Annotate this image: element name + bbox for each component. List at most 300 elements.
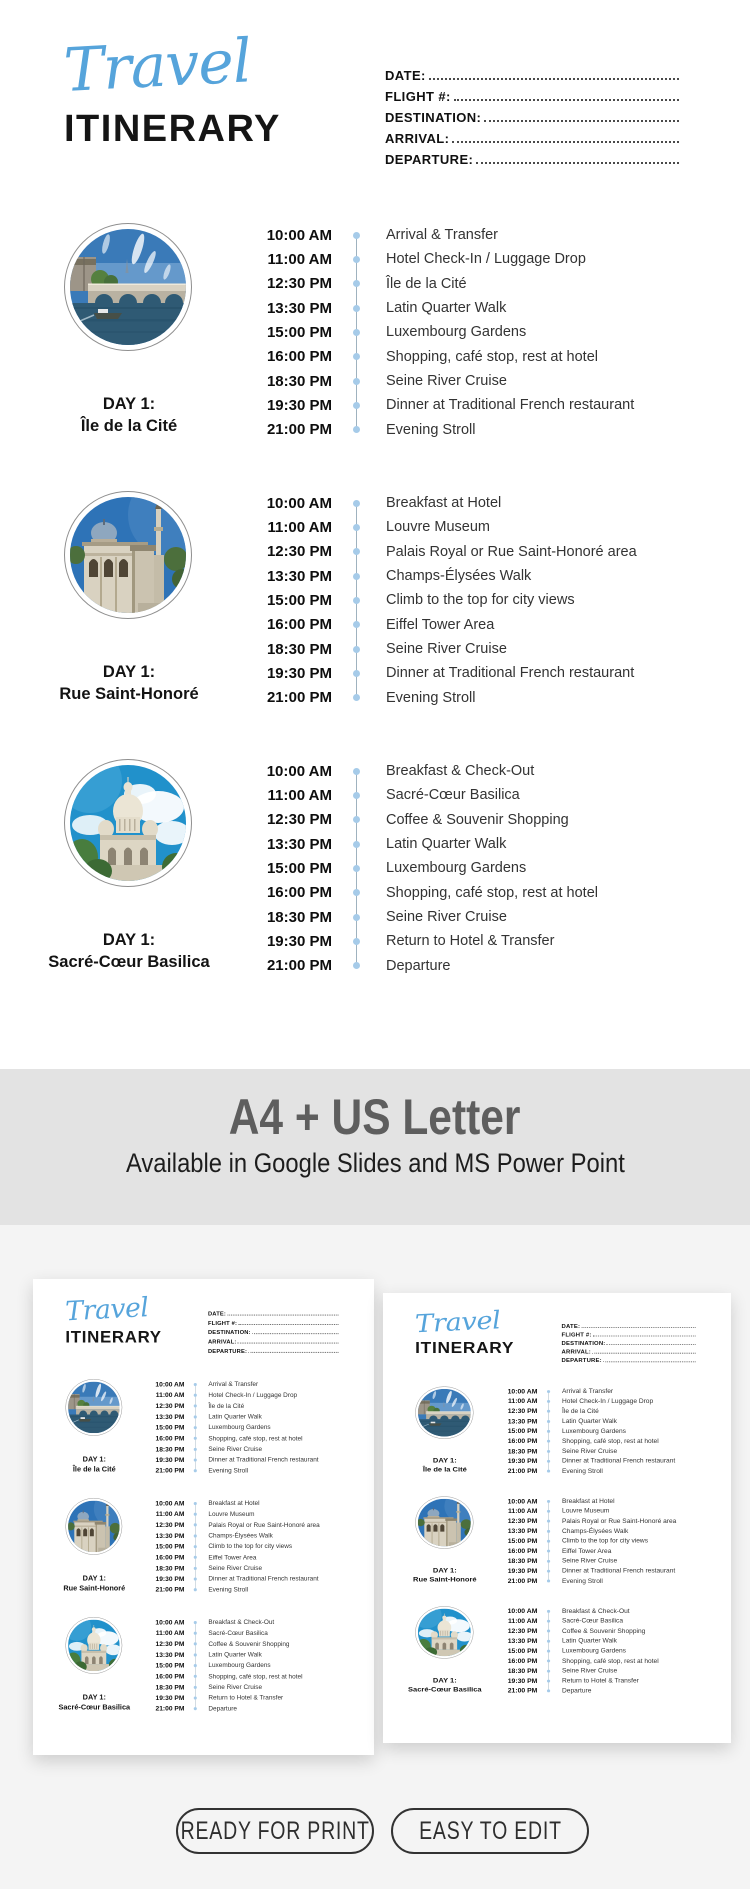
timeline-activity: Breakfast at Hotel — [562, 1498, 615, 1505]
timeline-dot-cell — [184, 1513, 205, 1516]
timeline-dot-icon — [547, 1500, 550, 1503]
travel-itinerary-logo — [414, 1305, 536, 1357]
timeline-activity: Luxembourg Gardens — [562, 1428, 626, 1435]
timeline-dot-icon — [194, 1567, 197, 1570]
timeline-dot-icon — [353, 256, 360, 263]
timeline-dot-cell — [537, 1660, 559, 1663]
day-section — [37, 1498, 370, 1595]
timeline-activity: Champs-Élysées Walk — [208, 1532, 273, 1540]
timeline — [386, 1386, 728, 1476]
field-fill-in-line — [593, 1335, 696, 1336]
format-band-subtitle — [0, 1147, 750, 1179]
timeline-activity: Louvre Museum — [562, 1507, 610, 1515]
timeline-dot-icon — [194, 1404, 197, 1407]
timeline-activity: Luxembourg Gardens — [386, 860, 527, 877]
timeline-time: 21:00 PM — [266, 689, 332, 707]
timeline-time: 16:00 PM — [155, 1434, 185, 1443]
timeline-activity: Climb to the top for city views — [562, 1537, 649, 1545]
timeline-dot-icon — [194, 1642, 197, 1645]
timeline-activity: Arrival & Transfer — [208, 1380, 259, 1388]
timeline-time: 13:30 PM — [155, 1413, 185, 1421]
field-fill-in-line — [227, 1314, 338, 1315]
timeline-time: 19:30 PM — [155, 1575, 185, 1583]
timeline-time: 10:00 AM — [266, 226, 332, 244]
timeline-dot-icon — [194, 1556, 197, 1559]
timeline-activity: Île de la Cité — [562, 1408, 599, 1415]
timeline-activity: Louvre Museum — [208, 1510, 255, 1518]
timeline-time: 16:00 PM — [507, 1437, 538, 1445]
day-section — [0, 491, 750, 710]
timeline-activity: Return to Hotel & Transfer — [386, 933, 555, 950]
timeline-dot-icon — [547, 1440, 550, 1443]
timeline-dot-icon — [547, 1530, 550, 1533]
timeline-dot-icon — [353, 232, 360, 239]
timeline-activity: Return to Hotel & Transfer — [208, 1694, 284, 1702]
field-fill-in-line — [454, 98, 679, 101]
easy-to-edit-button[interactable] — [391, 1808, 589, 1854]
logo-block-text: ITINERARY — [65, 1327, 162, 1347]
timeline-dot-icon — [194, 1588, 197, 1591]
timeline-dot-cell — [537, 1400, 559, 1403]
timeline-time: 12:30 PM — [507, 1407, 538, 1415]
timeline-activity: Dinner at Traditional French restaurant — [386, 397, 635, 414]
timeline-time: 16:00 PM — [507, 1547, 538, 1555]
timeline-activity: Luxembourg Gardens — [562, 1647, 626, 1655]
timeline-dot-icon — [353, 305, 360, 312]
timeline-activity: Seine River Cruise — [386, 641, 507, 658]
timeline-activity: Eiffel Tower Area — [562, 1547, 612, 1555]
field-row — [562, 1329, 696, 1338]
timeline-activity: Seine River Cruise — [562, 1667, 618, 1675]
timeline-activity: Seine River Cruise — [562, 1447, 618, 1455]
timeline-dot-icon — [194, 1469, 197, 1472]
timeline-activity: Breakfast at Hotel — [386, 495, 502, 512]
timeline-time: 11:00 AM — [267, 518, 332, 536]
ready-for-print-label: READY FOR PRINT — [180, 1816, 370, 1845]
timeline-time: 21:00 PM — [507, 1577, 538, 1585]
timeline-activity: Sacré-Cœur Basilica — [562, 1617, 624, 1625]
timeline-activity: Dinner at Traditional French restaurant — [208, 1575, 319, 1583]
timeline-dot-cell — [332, 280, 380, 287]
field-row — [208, 1326, 339, 1335]
timeline-time: 11:00 AM — [507, 1397, 538, 1405]
timeline-activity: Evening Stroll — [386, 421, 476, 438]
timeline-dot-icon — [194, 1577, 197, 1580]
timeline-activity: Latin Quarter Walk — [562, 1637, 617, 1645]
timeline-dot-cell — [332, 573, 380, 580]
field-row — [208, 1345, 339, 1354]
timeline-dot-icon — [353, 816, 360, 823]
day-label-line1: DAY 1: — [432, 1456, 457, 1465]
timeline-time: 18:30 PM — [507, 1557, 538, 1565]
format-band — [0, 1069, 750, 1225]
field-label: FLIGHT #: — [385, 89, 451, 104]
timeline-dot-icon — [194, 1394, 197, 1397]
timeline-time: 10:00 AM — [155, 1380, 185, 1389]
timeline-dot-cell — [332, 962, 380, 969]
day-section — [0, 759, 750, 978]
timeline-dot-cell — [184, 1556, 205, 1559]
timeline-time: 19:30 PM — [266, 932, 332, 950]
timeline-dot-icon — [353, 962, 360, 969]
timeline-dot-icon — [353, 914, 360, 921]
field-row — [562, 1338, 696, 1347]
timeline-dot-cell — [537, 1570, 559, 1573]
timeline-dot-icon — [547, 1550, 550, 1553]
timeline-dot-cell — [184, 1632, 205, 1635]
timeline-activity: Breakfast & Check-Out — [562, 1607, 630, 1615]
timeline-dot-cell — [332, 548, 380, 555]
day-label-line2: Rue Saint-Honoré — [63, 1584, 126, 1593]
timeline-time: 13:30 PM — [266, 835, 332, 853]
timeline-dot-cell — [184, 1577, 205, 1580]
field-label: FLIGHT #: — [207, 1319, 238, 1327]
mockup-area — [0, 1225, 750, 1889]
timeline-time: 21:00 PM — [155, 1467, 185, 1475]
timeline-dot-icon — [194, 1513, 197, 1516]
timeline-dot-icon — [547, 1430, 550, 1433]
timeline-dot-icon — [547, 1630, 550, 1633]
travel-itinerary-logo — [64, 1291, 183, 1347]
timeline-dot-icon — [547, 1520, 550, 1523]
timeline-dot-cell — [537, 1530, 559, 1533]
logo-script-text: Travel — [62, 26, 253, 106]
timeline-time: 15:00 PM — [155, 1423, 185, 1432]
timeline-dot-cell — [537, 1680, 559, 1683]
timeline-dot-icon — [547, 1470, 550, 1473]
timeline-dot-icon — [547, 1620, 550, 1623]
timeline-dot-cell — [184, 1383, 205, 1386]
timeline-dot-cell — [332, 670, 380, 677]
timeline-dot-icon — [547, 1610, 550, 1613]
timeline-time: 18:30 PM — [155, 1445, 185, 1453]
day-label-line1: DAY 1: — [82, 1693, 106, 1702]
timeline-dot-icon — [194, 1686, 197, 1689]
timeline-activity: Latin Quarter Walk — [386, 300, 507, 317]
mockup-page-a4 — [33, 1279, 374, 1755]
timeline-dot-cell — [537, 1540, 559, 1543]
timeline-dot-cell — [537, 1470, 559, 1473]
timeline-dot-cell — [537, 1500, 559, 1503]
day-section — [37, 1617, 370, 1714]
timeline-activity: Dinner at Traditional French restaurant — [208, 1456, 319, 1464]
field-row — [562, 1346, 696, 1355]
timeline-time: 11:00 AM — [507, 1507, 538, 1515]
timeline-dot-cell — [332, 865, 380, 872]
timeline-time: 19:30 PM — [507, 1457, 538, 1465]
timeline-activity: Latin Quarter Walk — [386, 836, 507, 853]
timeline-dot-icon — [353, 524, 360, 531]
timeline-activity: Breakfast at Hotel — [208, 1499, 260, 1507]
timeline-dot-cell — [184, 1469, 205, 1472]
field-fill-in-line — [252, 1333, 338, 1334]
timeline-activity: Luxembourg Gardens — [208, 1424, 271, 1432]
timeline-time: 21:00 PM — [266, 957, 332, 975]
timeline-dot-cell — [332, 256, 380, 263]
field-label: DESTINATION: — [385, 110, 482, 125]
timeline-dot-icon — [547, 1650, 550, 1653]
timeline-dot-cell — [184, 1642, 205, 1645]
day-label-line2: Île de la Cité — [422, 1465, 467, 1474]
field-label: DATE: — [385, 68, 426, 83]
timeline-dot-icon — [547, 1570, 550, 1573]
timeline-dot-cell — [184, 1458, 205, 1461]
timeline-time: 21:00 PM — [507, 1687, 538, 1695]
timeline-activity: Departure — [208, 1705, 238, 1713]
day-label-line1: DAY 1: — [432, 1676, 457, 1685]
timeline-activity: Hotel Check-In / Luggage Drop — [562, 1398, 654, 1405]
field-fill-in-line — [603, 1361, 695, 1362]
timeline-activity: Shopping, café stop, rest at hotel — [562, 1657, 659, 1665]
timeline-activity: Breakfast & Check-Out — [208, 1618, 275, 1626]
day-label-line2: Île de la Cité — [80, 417, 178, 435]
timeline-time: 16:00 PM — [155, 1672, 185, 1681]
timeline-time: 16:00 PM — [155, 1553, 185, 1562]
timeline-activity: Departure — [562, 1687, 592, 1695]
timeline-time: 21:00 PM — [266, 421, 332, 439]
itinerary-page — [37, 1280, 370, 1755]
timeline — [0, 759, 750, 978]
field-row — [562, 1320, 696, 1329]
timeline-dot-icon — [353, 280, 360, 287]
timeline-activity: Latin Quarter Walk — [208, 1413, 262, 1421]
timeline-dot-icon — [194, 1621, 197, 1624]
timeline-dot-cell — [537, 1560, 559, 1563]
timeline-dot-cell — [332, 646, 380, 653]
timeline-dot-cell — [537, 1460, 559, 1463]
timeline-dot-icon — [353, 402, 360, 409]
day-label-line1: DAY 1: — [432, 1566, 457, 1575]
field-label: ARRIVAL: — [385, 131, 450, 146]
timeline-time: 15:00 PM — [266, 323, 332, 341]
timeline-dot-cell — [537, 1430, 559, 1433]
timeline-time: 13:30 PM — [266, 299, 332, 317]
field-fill-in-line — [429, 77, 679, 80]
timeline-dot-cell — [537, 1510, 559, 1513]
timeline-dot-icon — [547, 1580, 550, 1583]
timeline-dot-icon — [547, 1660, 550, 1663]
timeline-dot-cell — [184, 1448, 205, 1451]
field-fill-in-line — [476, 161, 679, 164]
timeline-dot-cell — [332, 621, 380, 628]
field-fill-in-line — [592, 1352, 695, 1353]
timeline-time: 15:00 PM — [266, 859, 332, 877]
field-label: FLIGHT #: — [561, 1331, 592, 1338]
timeline-activity: Latin Quarter Walk — [562, 1418, 617, 1425]
timeline-dot-cell — [332, 426, 380, 433]
timeline-activity: Palais Royal or Rue Saint-Honoré area — [562, 1517, 677, 1525]
timeline-dot-cell — [332, 597, 380, 604]
day-label-line2: Rue Saint-Honoré — [59, 685, 199, 703]
timeline-time: 11:00 AM — [155, 1391, 185, 1399]
timeline-dot-cell — [332, 378, 380, 385]
timeline-time: 12:30 PM — [507, 1517, 538, 1525]
day-label-line1: DAY 1: — [102, 931, 156, 949]
timeline-activity: Shopping, café stop, rest at hotel — [562, 1438, 659, 1445]
timeline-dot-icon — [194, 1653, 197, 1656]
day-label-line1: DAY 1: — [102, 395, 156, 413]
day-label-line1: DAY 1: — [82, 1574, 106, 1583]
logo-block-text: ITINERARY — [415, 1339, 515, 1357]
timeline-activity: Luxembourg Gardens — [208, 1662, 271, 1670]
timeline-dot-icon — [194, 1383, 197, 1386]
timeline-dot-cell — [184, 1621, 205, 1624]
timeline-dot-cell — [537, 1630, 559, 1633]
timeline-time: 21:00 PM — [155, 1705, 185, 1713]
ready-for-print-button[interactable] — [176, 1808, 374, 1854]
easy-to-edit-label: EASY TO EDIT — [418, 1816, 562, 1845]
timeline-activity: Dinner at Traditional French restaurant — [562, 1567, 676, 1575]
timeline-time: 13:30 PM — [155, 1651, 185, 1659]
timeline-activity: Sacré-Cœur Basilica — [208, 1629, 268, 1637]
timeline-activity: Evening Stroll — [562, 1577, 603, 1585]
timeline-dot-icon — [194, 1458, 197, 1461]
field-row — [562, 1355, 696, 1364]
timeline-dot-icon — [547, 1640, 550, 1643]
timeline-dot-icon — [547, 1390, 550, 1393]
field-row — [385, 83, 679, 104]
timeline-activity: Return to Hotel & Transfer — [562, 1677, 639, 1685]
timeline-dot-cell — [332, 938, 380, 945]
timeline-activity: Arrival & Transfer — [562, 1388, 614, 1395]
timeline-dot-cell — [184, 1437, 205, 1440]
day-section — [386, 1386, 728, 1476]
field-row — [385, 104, 679, 125]
timeline-dot-cell — [537, 1690, 559, 1693]
timeline-dot-cell — [184, 1588, 205, 1591]
day-label-line2: Sacré-Cœur Basilica — [408, 1685, 482, 1694]
timeline-activity: Dinner at Traditional French restaurant — [562, 1457, 676, 1465]
timeline-dot-icon — [547, 1540, 550, 1543]
timeline-time: 16:00 PM — [266, 884, 332, 902]
timeline-dot-icon — [194, 1502, 197, 1505]
timeline-activity: Arrival & Transfer — [386, 227, 498, 244]
timeline-dot-cell — [537, 1440, 559, 1443]
timeline-time: 15:00 PM — [507, 1427, 538, 1435]
timeline — [37, 1498, 370, 1595]
timeline-time: 19:30 PM — [266, 396, 332, 414]
timeline-time: 18:30 PM — [266, 372, 332, 390]
timeline-dot-icon — [353, 938, 360, 945]
timeline-dot-cell — [184, 1686, 205, 1689]
timeline-time: 13:30 PM — [507, 1637, 538, 1645]
field-label: DESTINATION: — [207, 1328, 251, 1336]
timeline-dot-icon — [194, 1545, 197, 1548]
flight-info-fields — [385, 62, 679, 167]
timeline-dot-cell — [184, 1707, 205, 1710]
timeline-dot-icon — [547, 1680, 550, 1683]
timeline-time: 12:30 PM — [266, 543, 332, 561]
field-label: DATE: — [561, 1322, 581, 1330]
timeline-time: 18:30 PM — [507, 1667, 538, 1675]
timeline-dot-cell — [332, 914, 380, 921]
timeline-dot-cell — [537, 1450, 559, 1453]
timeline-time: 12:30 PM — [266, 811, 332, 829]
day-sections — [386, 1386, 728, 1716]
logo-script-text: Travel — [414, 1305, 502, 1339]
field-row — [208, 1336, 339, 1345]
timeline-activity: Île de la Cité — [386, 275, 467, 292]
timeline-dot-icon — [353, 597, 360, 604]
field-label: DEPARTURE: — [561, 1357, 602, 1364]
timeline-time: 10:00 AM — [507, 1497, 538, 1505]
timeline-activity: Evening Stroll — [208, 1586, 249, 1594]
timeline-activity: Luxembourg Gardens — [386, 324, 527, 341]
timeline-dot-cell — [332, 841, 380, 848]
timeline — [386, 1606, 728, 1696]
timeline-dot-cell — [332, 792, 380, 799]
timeline-activity: Seine River Cruise — [208, 1564, 263, 1572]
timeline-time: 18:30 PM — [155, 1683, 185, 1691]
day-label-line2: Sacré-Cœur Basilica — [48, 953, 210, 971]
timeline-dot-icon — [194, 1426, 197, 1429]
timeline-dot-icon — [353, 841, 360, 848]
timeline-activity: Palais Royal or Rue Saint-Honoré area — [386, 543, 637, 560]
logo-script-text: Travel — [64, 1291, 150, 1328]
timeline-time: 11:00 AM — [267, 250, 332, 268]
timeline-time: 21:00 PM — [507, 1467, 538, 1475]
timeline-dot-cell — [184, 1426, 205, 1429]
timeline-dot-icon — [353, 573, 360, 580]
timeline-time: 15:00 PM — [155, 1661, 185, 1670]
timeline-time: 21:00 PM — [155, 1586, 185, 1594]
field-row — [385, 62, 679, 83]
timeline-activity: Coffee & Souvenir Shopping — [386, 811, 569, 828]
timeline-dot-cell — [537, 1410, 559, 1413]
timeline-dot-cell — [537, 1390, 559, 1393]
timeline-activity: Coffee & Souvenir Shopping — [562, 1627, 646, 1635]
timeline-dot-cell — [332, 305, 380, 312]
timeline-dot-icon — [547, 1560, 550, 1563]
timeline-dot-icon — [547, 1510, 550, 1513]
timeline-dot-icon — [194, 1534, 197, 1537]
timeline-dot-icon — [353, 646, 360, 653]
timeline-dot-cell — [537, 1670, 559, 1673]
timeline-dot-icon — [353, 768, 360, 775]
timeline-activity: Seine River Cruise — [562, 1557, 618, 1565]
timeline-dot-cell — [332, 694, 380, 701]
timeline-time: 12:30 PM — [155, 1402, 185, 1410]
format-band-title-text: A4 + US Letter — [229, 1089, 521, 1145]
timeline-dot-cell — [332, 500, 380, 507]
timeline-activity: Departure — [386, 957, 451, 974]
format-band-title — [0, 1069, 750, 1145]
timeline-time: 12:30 PM — [155, 1521, 185, 1529]
format-band-subtitle-text: Available in Google Slides and MS Power Point — [125, 1148, 625, 1178]
day-section — [0, 223, 750, 442]
flight-info-fields — [562, 1320, 696, 1363]
timeline-activity: Shopping, café stop, rest at hotel — [386, 348, 598, 365]
timeline-time: 10:00 AM — [507, 1387, 538, 1395]
timeline-dot-icon — [547, 1420, 550, 1423]
timeline-dot-icon — [353, 500, 360, 507]
timeline-time: 16:00 PM — [507, 1657, 538, 1665]
timeline-dot-cell — [184, 1523, 205, 1526]
timeline-dot-icon — [194, 1664, 197, 1667]
timeline-dot-cell — [537, 1640, 559, 1643]
timeline-dot-cell — [537, 1420, 559, 1423]
timeline-dot-cell — [184, 1696, 205, 1699]
timeline-dot-cell — [184, 1675, 205, 1678]
timeline-activity: Seine River Cruise — [208, 1683, 263, 1691]
timeline-time: 18:30 PM — [266, 640, 332, 658]
timeline-dot-icon — [194, 1415, 197, 1418]
timeline-activity: Hotel Check-In / Luggage Drop — [208, 1391, 298, 1399]
timeline-activity: Champs-Élysées Walk — [562, 1527, 629, 1535]
timeline-time: 16:00 PM — [266, 348, 332, 366]
timeline-dot-icon — [547, 1670, 550, 1673]
timeline-dot-cell — [184, 1545, 205, 1548]
